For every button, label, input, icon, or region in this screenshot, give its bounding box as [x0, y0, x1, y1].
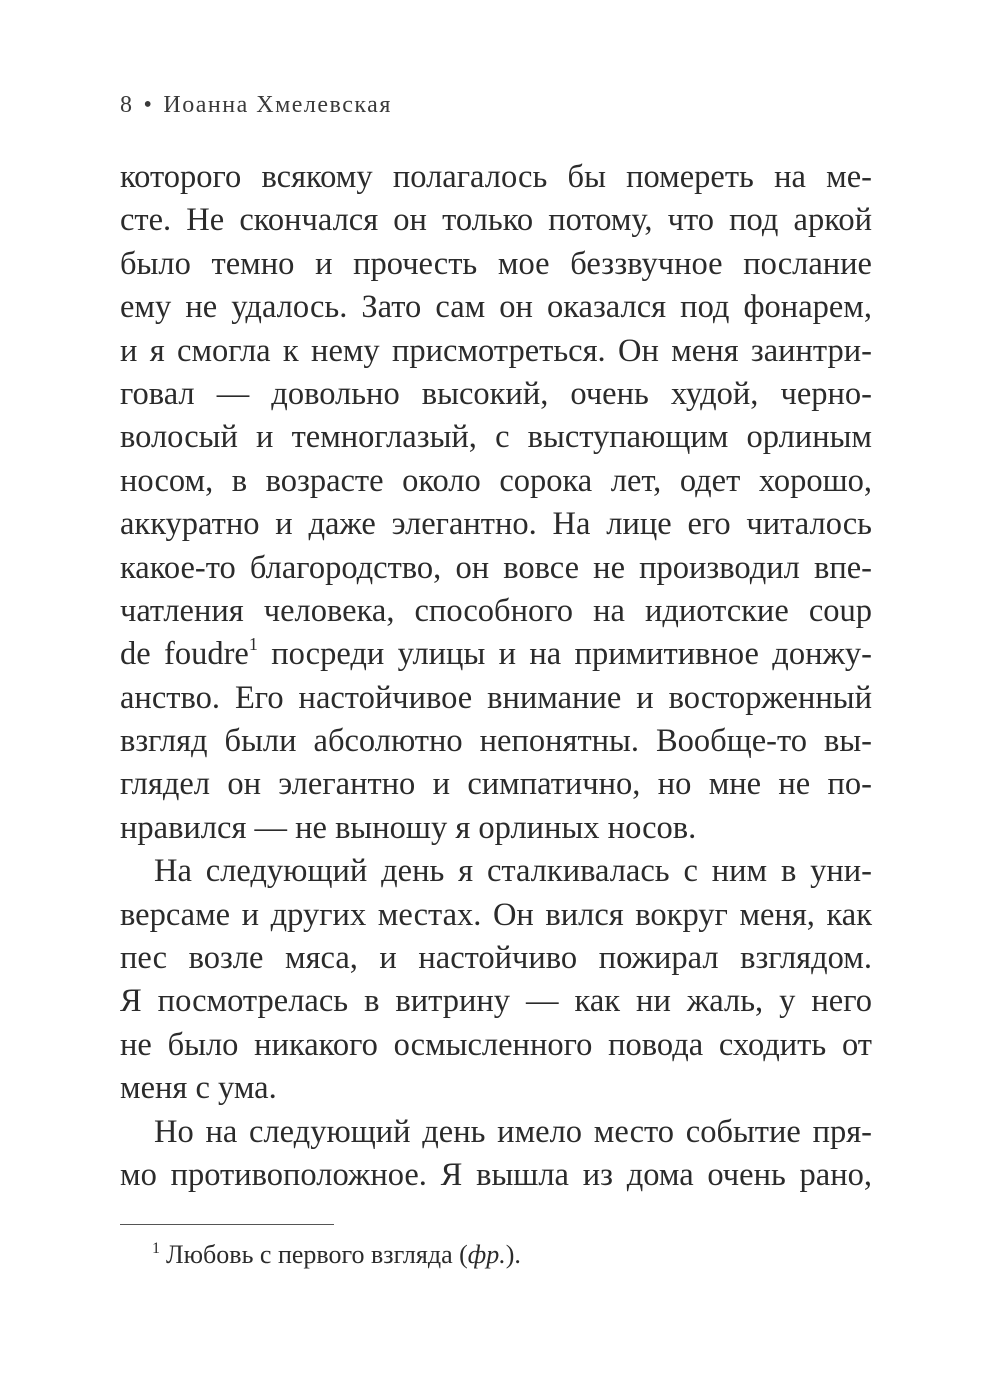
body-text	[120, 156, 872, 1197]
paragraph-last-line: нравился — не выношу я орлиных носов.	[120, 809, 697, 846]
text-line: волосый и темноглазый, с выступающим орлиным	[120, 419, 872, 456]
footnote-reference[interactable]: 1	[248, 634, 258, 655]
text-line: глядел он элегантно и симпатично, но мне не по-	[120, 766, 872, 803]
line-text-before-mark: de foudre	[120, 636, 249, 673]
footnote-text: Любовь с первого взгляда (	[166, 1240, 468, 1269]
author-name: Иоанна Хмелевская	[163, 92, 392, 118]
text-line: сте. Не скончался он только потому, что под аркой	[120, 202, 872, 239]
text-line: носом, в возрасте около сорока лет, одет хорошо,	[120, 462, 872, 499]
paragraph-first-line: Но на следующий день имело место событие пря-	[154, 1113, 872, 1150]
text-line: какое-то благородство, он вовсе не производил впе-	[120, 549, 872, 586]
text-line: анство. Его настойчивое внимание и восторженный	[120, 679, 872, 716]
text-line: аккуратно и даже элегантно. На лице его читалось	[120, 506, 872, 543]
text-line: и я смогла к нему присмотреться. Он меня заинтри-	[120, 332, 872, 369]
text-line: было темно и прочесть мое беззвучное послание	[120, 245, 872, 282]
text-line: пес возле мяса, и настойчиво пожирал взглядом.	[120, 940, 872, 977]
text-line: Я посмотрелась в витрину — как ни жаль, у него	[120, 983, 872, 1020]
line-text-after-mark: посреди улицы и на примитивное донжу-	[257, 636, 873, 673]
text-line: версаме и других местах. Он вился вокруг меня, как	[120, 896, 872, 933]
footnote-divider	[120, 1224, 334, 1225]
text-line: мо противоположное. Я вышла из дома очень рано,	[120, 1156, 872, 1193]
footnote-mark: 1	[152, 1240, 160, 1257]
footnote	[152, 1238, 521, 1272]
page-number: 8	[120, 92, 134, 118]
text-line: ему не удалось. Зато сам он оказался под фонарем,	[120, 289, 872, 326]
text-line: взгляд были абсолютно непонятны. Вообще-то вы-	[120, 723, 872, 760]
footnote-language-abbr: фр.	[467, 1240, 506, 1269]
running-head	[120, 92, 392, 119]
paragraph-first-line: На следующий день я сталкивалась с ним в уни-	[154, 853, 872, 890]
text-line: которого всякому полагалось бы помереть на ме-	[120, 159, 872, 195]
header-separator: •	[143, 92, 154, 118]
paragraph-last-line: меня с ума.	[120, 1070, 277, 1107]
text-line: чатления человека, способного на идиотские coup	[120, 592, 872, 629]
text-line: говал — довольно высокий, очень худой, черно-	[120, 375, 872, 412]
text-line-with-footnote	[120, 633, 872, 676]
text-line: не было никакого осмысленного повода сходить от	[120, 1026, 872, 1063]
footnote-tail: ).	[505, 1240, 521, 1269]
